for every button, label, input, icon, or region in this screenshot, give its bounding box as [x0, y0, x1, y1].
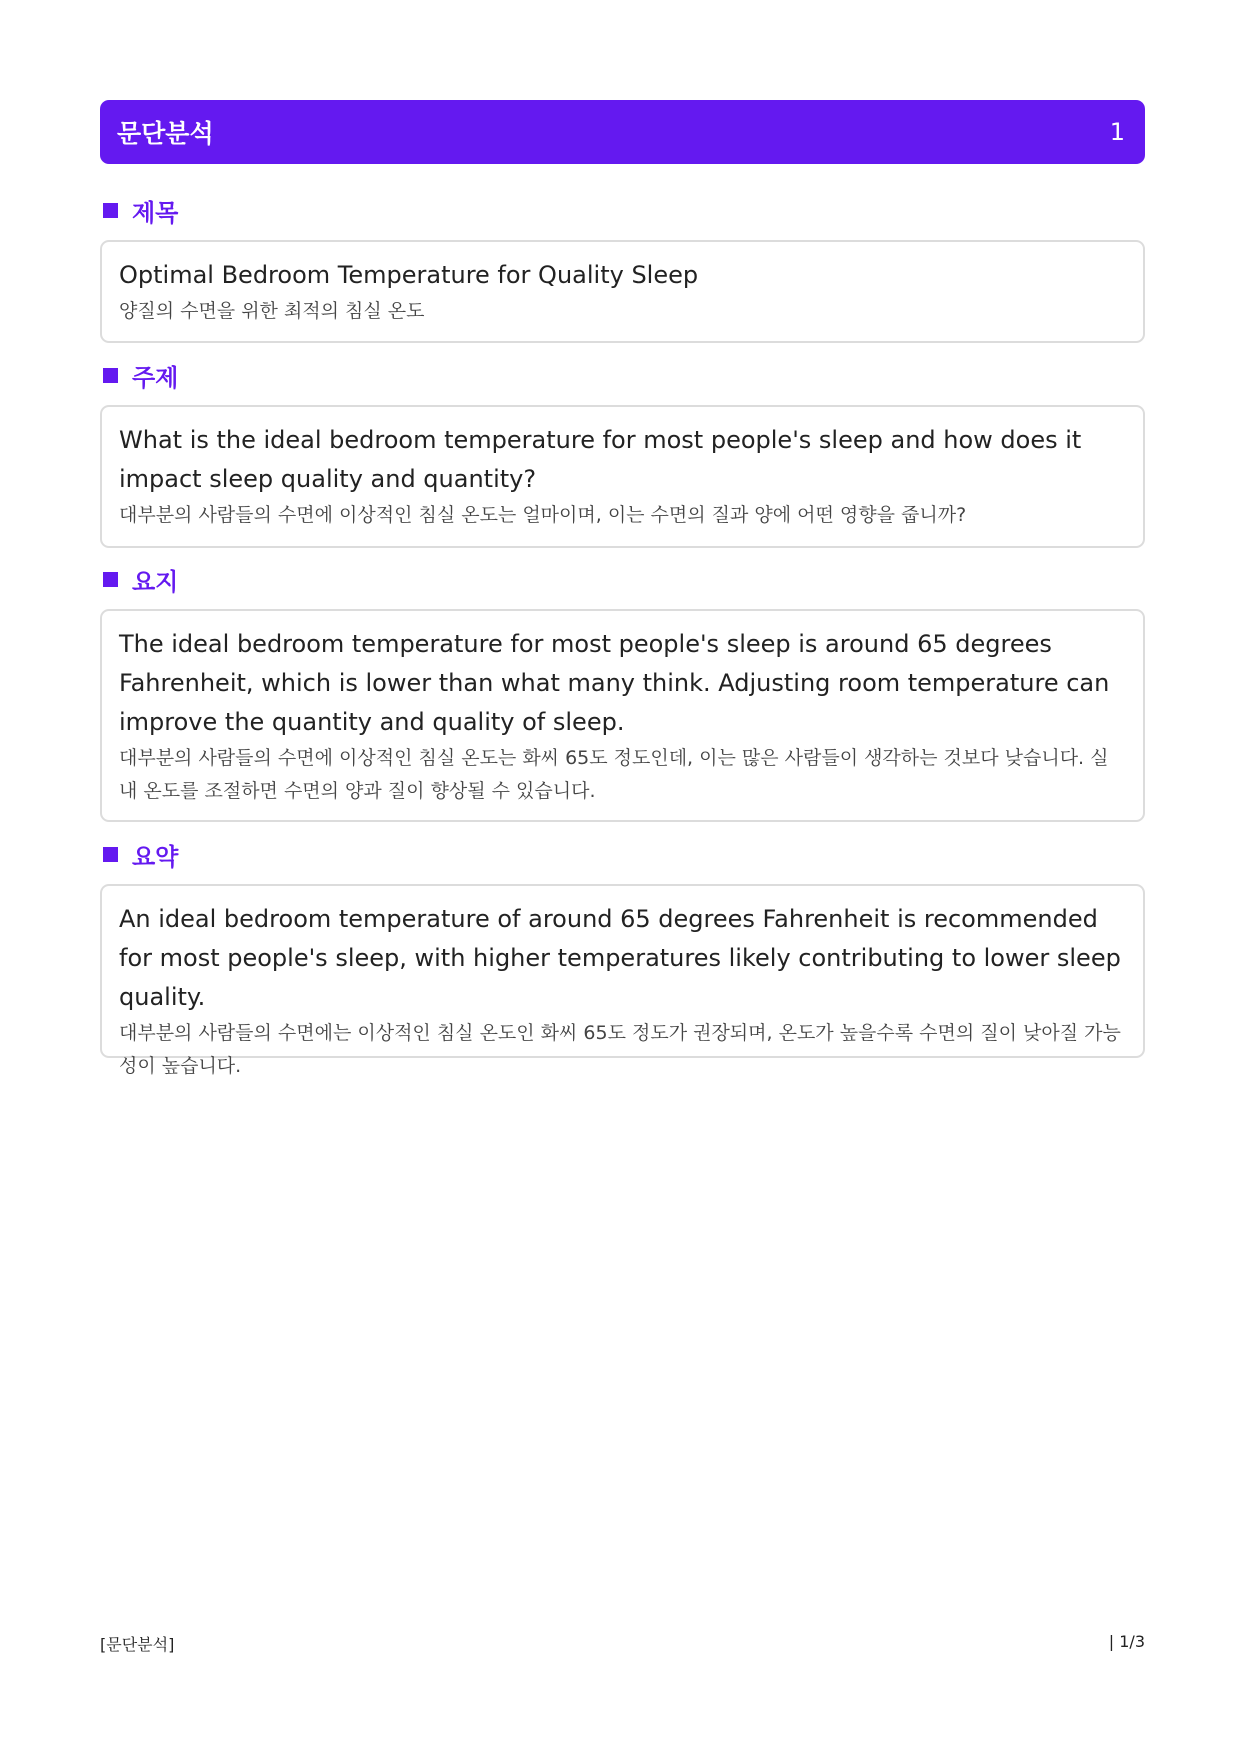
korean-translation: 대부분의 사람들의 수면에는 이상적인 침실 온도인 화씨 65도 정도가 권장되며, 온도가 높을수록 수면의 질이 낮아질 가능성이 높습니다. [119, 1022, 1121, 1077]
english-text: An ideal bedroom temperature of around 65 degrees Fahrenheit is recommended for most people's sleep, with higher temperatures likely contributing to lower sleep quality. [119, 905, 1121, 1011]
square-bullet-icon [103, 368, 118, 383]
square-bullet-icon [103, 847, 118, 862]
square-bullet-icon [103, 572, 118, 587]
title-card [100, 240, 1145, 343]
section-heading-label: 요약 [132, 843, 179, 871]
section-heading-gist [103, 562, 178, 597]
section-heading-label: 주제 [132, 364, 179, 392]
topic-card [100, 405, 1145, 548]
footer-page-indicator: | 1/3 [1108, 1632, 1145, 1651]
section-heading-label: 제목 [132, 199, 179, 227]
section-heading-topic [103, 358, 178, 393]
english-text: The ideal bedroom temperature for most people's sleep is around 65 degrees Fahrenheit, which is lower than what many think. Adjusting room temperature can improve the quantity and quality of sleep. [119, 630, 1110, 736]
korean-translation: 대부분의 사람들의 수면에 이상적인 침실 온도는 화씨 65도 정도인데, 이는 많은 사람들이 생각하는 것보다 낮습니다. 실내 온도를 조절하면 수면의 양과 질이 향상될 수 있습니다. [119, 747, 1109, 802]
section-heading-label: 요지 [132, 568, 179, 596]
english-text: Optimal Bedroom Temperature for Quality Sleep [119, 261, 699, 289]
korean-translation: 양질의 수면을 위한 최적의 침실 온도 [119, 300, 425, 322]
header-title: 문단분석 [117, 119, 214, 148]
gist-card [100, 609, 1145, 822]
square-bullet-icon [103, 203, 118, 218]
summary-card [100, 884, 1145, 1077]
korean-translation: 대부분의 사람들의 수면에 이상적인 침실 온도는 얼마이며, 이는 수면의 질과 양에 어떤 영향을 줍니까? [119, 504, 967, 526]
english-text: What is the ideal bedroom temperature for most people's sleep and how does it impact sleep quality and quantity? [119, 426, 1082, 493]
section-heading-title [103, 193, 178, 228]
section-heading-summary [103, 837, 178, 872]
page-header-bar [100, 100, 1145, 164]
header-page-number: 1 [1109, 118, 1125, 146]
footer-document-label: [문단분석] [100, 1635, 175, 1654]
